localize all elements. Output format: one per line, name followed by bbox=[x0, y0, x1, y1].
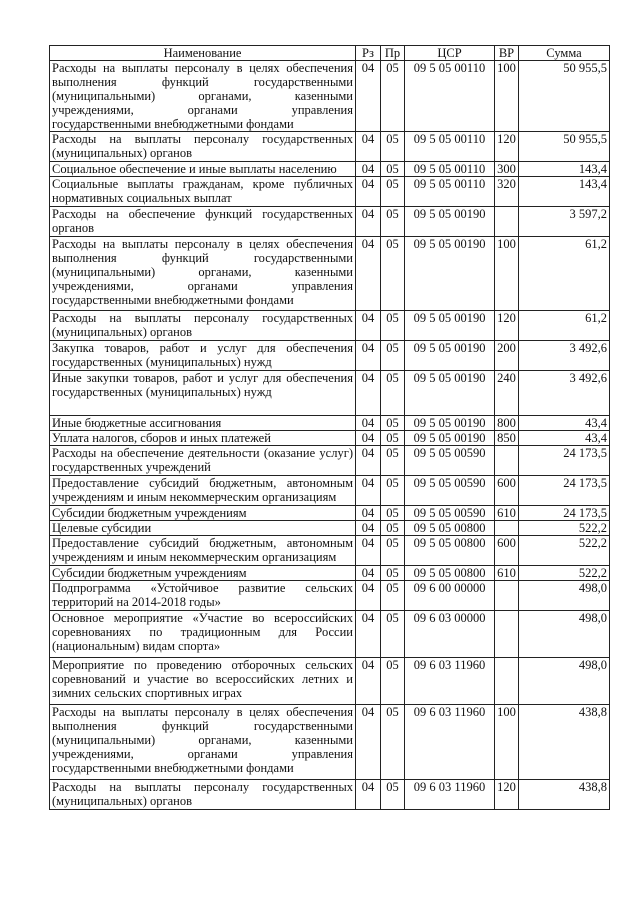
row-pr: 05 bbox=[381, 416, 405, 431]
row-rz: 04 bbox=[356, 132, 381, 162]
row-vr bbox=[495, 446, 519, 476]
row-vr: 100 bbox=[495, 237, 519, 311]
row-csr: 09 5 05 00190 bbox=[405, 207, 495, 237]
row-vr bbox=[495, 658, 519, 705]
table-row bbox=[50, 371, 610, 416]
row-name: Социальные выплаты гражданам, кроме публичных нормативных социальных выплат bbox=[50, 177, 356, 207]
row-sum: 24 173,5 bbox=[519, 506, 610, 521]
row-sum: 3 597,2 bbox=[519, 207, 610, 237]
row-sum: 50 955,5 bbox=[519, 132, 610, 162]
row-vr: 800 bbox=[495, 416, 519, 431]
row-csr: 09 5 05 00800 bbox=[405, 536, 495, 566]
row-rz: 04 bbox=[356, 162, 381, 177]
row-pr: 05 bbox=[381, 341, 405, 371]
row-name: Мероприятие по проведению отборочных сельских соревнований и участие во всероссийских летних и зимних сельских спортивных играх bbox=[50, 658, 356, 705]
table-row bbox=[50, 207, 610, 237]
row-pr: 05 bbox=[381, 566, 405, 581]
row-pr: 05 bbox=[381, 446, 405, 476]
row-name: Иные бюджетные ассигнования bbox=[50, 416, 356, 431]
row-sum: 498,0 bbox=[519, 611, 610, 658]
row-rz: 04 bbox=[356, 536, 381, 566]
row-rz: 04 bbox=[356, 506, 381, 521]
row-sum: 143,4 bbox=[519, 162, 610, 177]
row-name: Социальное обеспечение и иные выплаты населению bbox=[50, 162, 356, 177]
row-vr: 300 bbox=[495, 162, 519, 177]
row-name: Целевые субсидии bbox=[50, 521, 356, 536]
row-pr: 05 bbox=[381, 431, 405, 446]
row-sum: 498,0 bbox=[519, 658, 610, 705]
table-row bbox=[50, 237, 610, 311]
row-sum: 143,4 bbox=[519, 177, 610, 207]
row-pr: 05 bbox=[381, 705, 405, 780]
row-rz: 04 bbox=[356, 371, 381, 416]
table-row bbox=[50, 476, 610, 506]
row-rz: 04 bbox=[356, 341, 381, 371]
table-row bbox=[50, 61, 610, 132]
row-vr: 200 bbox=[495, 341, 519, 371]
row-pr: 05 bbox=[381, 61, 405, 132]
row-csr: 09 6 03 00000 bbox=[405, 611, 495, 658]
row-rz: 04 bbox=[356, 237, 381, 311]
row-vr: 600 bbox=[495, 536, 519, 566]
table-row bbox=[50, 431, 610, 446]
header-row bbox=[50, 46, 610, 61]
row-sum: 24 173,5 bbox=[519, 476, 610, 506]
row-rz: 04 bbox=[356, 476, 381, 506]
row-name: Предоставление субсидий бюджетным, автономным учреждениям и иным некоммерческим организациям bbox=[50, 476, 356, 506]
row-pr: 05 bbox=[381, 611, 405, 658]
table-row bbox=[50, 162, 610, 177]
budget-table bbox=[49, 45, 610, 810]
row-csr: 09 5 05 00590 bbox=[405, 446, 495, 476]
row-vr: 120 bbox=[495, 780, 519, 810]
header-pr: Пр bbox=[381, 46, 405, 61]
row-sum: 50 955,5 bbox=[519, 61, 610, 132]
row-vr: 600 bbox=[495, 476, 519, 506]
row-name: Предоставление субсидий бюджетным, автономным учреждениям и иным некоммерческим организациям bbox=[50, 536, 356, 566]
row-name: Расходы на обеспечение деятельности (оказание услуг) государственных учреждений bbox=[50, 446, 356, 476]
row-pr: 05 bbox=[381, 780, 405, 810]
row-vr bbox=[495, 581, 519, 611]
row-pr: 05 bbox=[381, 207, 405, 237]
row-rz: 04 bbox=[356, 61, 381, 132]
row-csr: 09 5 05 00800 bbox=[405, 566, 495, 581]
table-row bbox=[50, 581, 610, 611]
row-name: Субсидии бюджетным учреждениям bbox=[50, 566, 356, 581]
row-pr: 05 bbox=[381, 177, 405, 207]
row-pr: 05 bbox=[381, 521, 405, 536]
row-rz: 04 bbox=[356, 207, 381, 237]
row-pr: 05 bbox=[381, 658, 405, 705]
row-rz: 04 bbox=[356, 566, 381, 581]
row-vr: 100 bbox=[495, 705, 519, 780]
row-name: Уплата налогов, сборов и иных платежей bbox=[50, 431, 356, 446]
row-name: Расходы на выплаты персоналу в целях обеспечения выполнения функций государственными (муниципальными) органами, казенными учреждениями, органами управления государственными внебюджетными фондами bbox=[50, 705, 356, 780]
table-row bbox=[50, 521, 610, 536]
row-csr: 09 6 03 11960 bbox=[405, 780, 495, 810]
row-rz: 04 bbox=[356, 446, 381, 476]
row-csr: 09 6 00 00000 bbox=[405, 581, 495, 611]
table-body bbox=[50, 61, 610, 810]
row-name: Подпрограмма «Устойчивое развитие сельских территорий на 2014-2018 годы» bbox=[50, 581, 356, 611]
table-row bbox=[50, 611, 610, 658]
row-csr: 09 5 05 00110 bbox=[405, 132, 495, 162]
row-rz: 04 bbox=[356, 177, 381, 207]
row-sum: 61,2 bbox=[519, 237, 610, 311]
row-rz: 04 bbox=[356, 658, 381, 705]
row-sum: 24 173,5 bbox=[519, 446, 610, 476]
row-csr: 09 5 05 00190 bbox=[405, 311, 495, 341]
row-name: Расходы на выплаты персоналу в целях обеспечения выполнения функций государственными (муниципальными) органами, казенными учреждениями, органами управления государственными внебюджетными фондами bbox=[50, 237, 356, 311]
row-name: Закупка товаров, работ и услуг для обеспечения государственных (муниципальных) нужд bbox=[50, 341, 356, 371]
row-vr bbox=[495, 611, 519, 658]
row-csr: 09 5 05 00110 bbox=[405, 61, 495, 132]
row-vr: 610 bbox=[495, 566, 519, 581]
row-vr: 610 bbox=[495, 506, 519, 521]
row-name: Расходы на выплаты персоналу государственных (муниципальных) органов bbox=[50, 132, 356, 162]
row-name: Иные закупки товаров, работ и услуг для обеспечения государственных (муниципальных) нужд bbox=[50, 371, 356, 416]
table-row bbox=[50, 311, 610, 341]
table-row bbox=[50, 132, 610, 162]
row-name: Расходы на выплаты персоналу государственных (муниципальных) органов bbox=[50, 780, 356, 810]
row-sum: 522,2 bbox=[519, 536, 610, 566]
table-row bbox=[50, 416, 610, 431]
row-csr: 09 5 05 00110 bbox=[405, 177, 495, 207]
row-sum: 498,0 bbox=[519, 581, 610, 611]
row-name: Основное мероприятие «Участие во всероссийских соревнованиях по традиционным для России (национальным) видам спорта» bbox=[50, 611, 356, 658]
row-csr: 09 5 05 00190 bbox=[405, 431, 495, 446]
row-pr: 05 bbox=[381, 132, 405, 162]
row-sum: 522,2 bbox=[519, 566, 610, 581]
row-name: Расходы на выплаты персоналу государственных (муниципальных) органов bbox=[50, 311, 356, 341]
row-csr: 09 6 03 11960 bbox=[405, 658, 495, 705]
row-pr: 05 bbox=[381, 371, 405, 416]
header-rz: Рз bbox=[356, 46, 381, 61]
row-name: Расходы на обеспечение функций государственных органов bbox=[50, 207, 356, 237]
row-vr: 240 bbox=[495, 371, 519, 416]
row-pr: 05 bbox=[381, 162, 405, 177]
row-pr: 05 bbox=[381, 311, 405, 341]
table-header bbox=[50, 46, 610, 61]
row-sum: 438,8 bbox=[519, 705, 610, 780]
row-csr: 09 5 05 00190 bbox=[405, 237, 495, 311]
row-sum: 3 492,6 bbox=[519, 371, 610, 416]
table-row bbox=[50, 658, 610, 705]
row-rz: 04 bbox=[356, 581, 381, 611]
header-name: Наименование bbox=[50, 46, 356, 61]
row-rz: 04 bbox=[356, 780, 381, 810]
row-csr: 09 5 05 00190 bbox=[405, 371, 495, 416]
table-row bbox=[50, 341, 610, 371]
row-csr: 09 5 05 00190 bbox=[405, 341, 495, 371]
header-csr: ЦСР bbox=[405, 46, 495, 61]
row-pr: 05 bbox=[381, 581, 405, 611]
row-vr bbox=[495, 207, 519, 237]
row-vr: 120 bbox=[495, 132, 519, 162]
table-row bbox=[50, 536, 610, 566]
row-vr: 100 bbox=[495, 61, 519, 132]
row-csr: 09 5 05 00800 bbox=[405, 521, 495, 536]
row-vr: 850 bbox=[495, 431, 519, 446]
header-sum: Сумма bbox=[519, 46, 610, 61]
row-vr: 120 bbox=[495, 311, 519, 341]
row-sum: 522,2 bbox=[519, 521, 610, 536]
row-pr: 05 bbox=[381, 476, 405, 506]
row-name: Субсидии бюджетным учреждениям bbox=[50, 506, 356, 521]
row-csr: 09 5 05 00110 bbox=[405, 162, 495, 177]
row-csr: 09 5 05 00590 bbox=[405, 506, 495, 521]
row-rz: 04 bbox=[356, 521, 381, 536]
table-row bbox=[50, 705, 610, 780]
row-vr bbox=[495, 521, 519, 536]
table-row bbox=[50, 780, 610, 810]
row-rz: 04 bbox=[356, 431, 381, 446]
row-csr: 09 6 03 11960 bbox=[405, 705, 495, 780]
row-sum: 61,2 bbox=[519, 311, 610, 341]
row-sum: 438,8 bbox=[519, 780, 610, 810]
table-row bbox=[50, 506, 610, 521]
table-row bbox=[50, 566, 610, 581]
row-csr: 09 5 05 00590 bbox=[405, 476, 495, 506]
row-rz: 04 bbox=[356, 311, 381, 341]
row-csr: 09 5 05 00190 bbox=[405, 416, 495, 431]
row-sum: 3 492,6 bbox=[519, 341, 610, 371]
table-row bbox=[50, 177, 610, 207]
row-rz: 04 bbox=[356, 416, 381, 431]
row-pr: 05 bbox=[381, 237, 405, 311]
row-sum: 43,4 bbox=[519, 431, 610, 446]
row-name: Расходы на выплаты персоналу в целях обеспечения выполнения функций государственными (муниципальными) органами, казенными учреждениями, органами управления государственными внебюджетными фондами bbox=[50, 61, 356, 132]
table-row bbox=[50, 446, 610, 476]
row-sum: 43,4 bbox=[519, 416, 610, 431]
row-rz: 04 bbox=[356, 611, 381, 658]
row-vr: 320 bbox=[495, 177, 519, 207]
row-pr: 05 bbox=[381, 506, 405, 521]
row-pr: 05 bbox=[381, 536, 405, 566]
row-rz: 04 bbox=[356, 705, 381, 780]
header-vr: ВР bbox=[495, 46, 519, 61]
